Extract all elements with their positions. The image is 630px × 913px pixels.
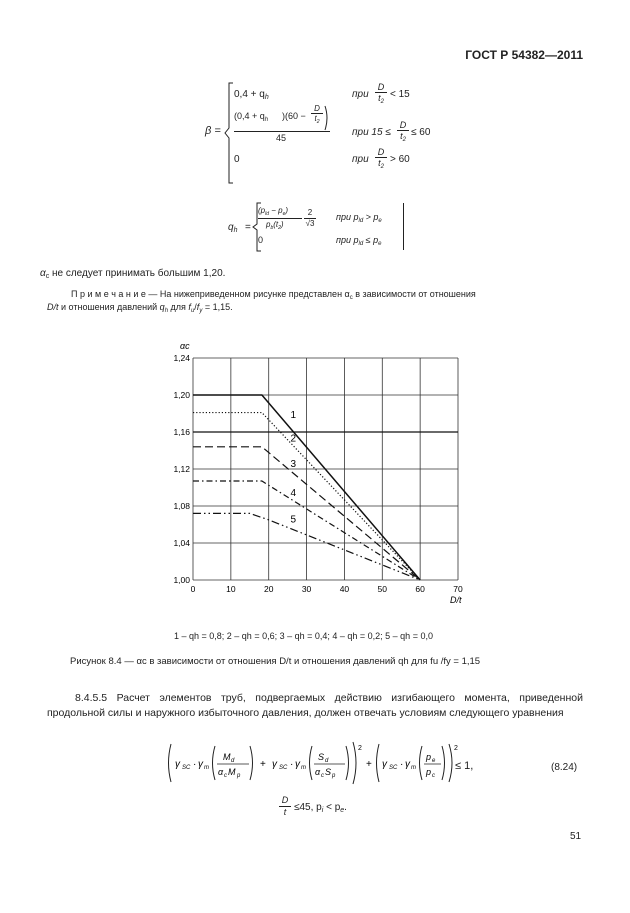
qh-eq: =: [245, 222, 251, 233]
svg-text:+: +: [366, 759, 372, 770]
y-tick-label: 1,12: [173, 464, 190, 474]
svg-text:2: 2: [454, 745, 458, 752]
svg-text:SC: SC: [182, 765, 191, 771]
qh-case2: 0: [258, 235, 264, 245]
beta-case1: $0,4 + q_h$: [234, 89, 269, 101]
series-label-1: 1: [290, 410, 297, 422]
x-tick-label: 40: [339, 584, 350, 594]
svg-text:m: m: [301, 765, 306, 771]
x-tick-label: 50: [377, 584, 388, 594]
svg-text:p: p: [426, 767, 432, 777]
svg-text:α: α: [315, 767, 321, 777]
svg-text:S: S: [318, 752, 325, 762]
qh-case1-bar: [258, 218, 302, 219]
cond-frac: D t: [279, 795, 291, 818]
beta-case1-cond: при: [352, 89, 369, 100]
beta-case3: 0: [234, 154, 240, 165]
x-tick-label: 10: [226, 584, 236, 594]
svg-text:d: d: [231, 758, 235, 764]
svg-text:·: ·: [290, 759, 294, 770]
beta-case2-frac: D $t_2$: [397, 120, 409, 145]
y-tick-label: 1,20: [173, 390, 190, 400]
x-tick-label: 0: [190, 584, 196, 594]
svg-text:p: p: [237, 773, 241, 779]
series-label-4: 4: [290, 487, 297, 499]
svg-text:m: m: [411, 765, 416, 771]
svg-text:m: m: [204, 765, 209, 771]
y-tick-label: 1,08: [173, 501, 190, 511]
svg-text:+: +: [260, 759, 266, 770]
qh-case1-cond: при $p_{ld} > p_e$: [336, 212, 382, 224]
svg-text:SC: SC: [279, 765, 288, 771]
beta-case3-frac: D $t_2$: [375, 147, 387, 172]
svg-text:·: ·: [400, 759, 404, 770]
beta-case2-bar: [234, 131, 330, 132]
beta-case2-num: ($0,4 + q_h$: [234, 111, 269, 123]
x-tick-label: 70: [453, 584, 463, 594]
y-tick-label: 1,00: [173, 575, 190, 585]
svg-text:·: ·: [193, 759, 197, 770]
svg-text:SC: SC: [389, 765, 398, 771]
qh-case1-num: $(p_{ld} - p_e)$: [258, 206, 289, 217]
svg-text:M: M: [228, 767, 236, 777]
y-tick-label: 1,24: [173, 353, 190, 363]
note-line2: D/t и отношения давлений $q_h$ для $f_u/f_y = 1,15$.: [47, 302, 233, 314]
cond-line: ≤45, $p_i < p_e$.: [294, 802, 347, 814]
page-number: 51: [570, 831, 582, 842]
svg-text:p: p: [332, 773, 336, 779]
beta-case1-frac: D $t_2$: [375, 82, 387, 107]
series-label-5: 5: [290, 514, 297, 526]
beta-case2-paren: [323, 104, 331, 132]
svg-text:2: 2: [358, 745, 362, 752]
beta-case3-cond: при: [352, 154, 369, 165]
x-tick-label: 20: [263, 584, 274, 594]
svg-text:γ: γ: [272, 759, 277, 770]
x-tick-label: 30: [301, 584, 312, 594]
svg-text:c: c: [224, 773, 227, 779]
figure-caption: Рисунок 8.4 — αc в зависимости от отношения D/t и отношения давлений qh для fu /fy = 1,15: [70, 656, 481, 667]
svg-text:γ: γ: [295, 759, 300, 770]
beta-lhs: β =: [205, 125, 221, 137]
svg-text:S: S: [325, 767, 332, 777]
svg-text:c: c: [321, 773, 324, 779]
svg-text:γ: γ: [382, 759, 387, 770]
beta-case2-rel: ≤ 60: [411, 127, 431, 138]
chart-xlabel: D/t: [450, 595, 462, 605]
svg-text:α: α: [218, 767, 224, 777]
equation-rel: ≤ 1,: [455, 760, 474, 772]
y-tick-label: 1,04: [173, 538, 190, 548]
series-label-3: 3: [290, 459, 297, 471]
chart-ticks: [173, 353, 463, 594]
alpha-chart: [150, 335, 480, 615]
chart-ylabel: αc: [180, 341, 190, 351]
section-paragraph: 8.4.5.5 Расчет элементов труб, подвергаемых действию изгибающего момента, приведенной продольной силы и наружного избыточного давления, должен отвечать условиям следующего уравнения: [47, 692, 583, 719]
beta-case2-inner-frac: D $t_2$: [311, 104, 323, 127]
chart-series-labels: [291, 410, 297, 526]
equation-8-24: [165, 738, 475, 788]
note-line1: П р и м е ч а н и е — На нижеприведенном рисунке представлен $\alpha_c$ в зависимости от отношения: [71, 289, 476, 301]
x-tick-label: 60: [415, 584, 425, 594]
svg-text:M: M: [223, 752, 231, 762]
svg-text:c: c: [432, 773, 435, 779]
beta-case3-rel: > 60: [390, 154, 410, 165]
qh-right-bar: [403, 203, 404, 250]
qh-lhs: $q_h$: [228, 222, 238, 234]
beta-case2-mid: )(60 −: [282, 111, 306, 121]
svg-text:γ: γ: [175, 759, 180, 770]
qh-case1-den: $p_b(t_2)$: [266, 220, 284, 231]
alpha-limit-text: $\alpha_c$ не следует принимать большим 1,20.: [40, 268, 226, 280]
qh-case2-cond: при $p_{ld} \le p_e$: [336, 235, 382, 247]
svg-text:γ: γ: [198, 759, 203, 770]
beta-case2-cond: при 15 ≤: [352, 127, 391, 138]
beta-case1-rel: < 15: [390, 89, 410, 100]
svg-text:γ: γ: [405, 759, 410, 770]
beta-case2-den: 45: [276, 133, 287, 143]
chart-legend: 1 – qh = 0,8; 2 – qh = 0,6; 3 – qh = 0,4; 4 – qh = 0,2; 5 – qh = 0,0: [174, 631, 433, 641]
document-id: ГОСТ Р 54382—2011: [465, 48, 583, 62]
series-label-2: 2: [290, 433, 297, 445]
svg-text:e: e: [432, 758, 436, 764]
y-tick-label: 1,16: [173, 427, 190, 437]
qh-case1-factor: 2 √3: [305, 208, 315, 228]
svg-text:d: d: [325, 758, 329, 764]
equation-number: (8.24): [551, 762, 578, 773]
svg-text:p: p: [426, 752, 432, 762]
